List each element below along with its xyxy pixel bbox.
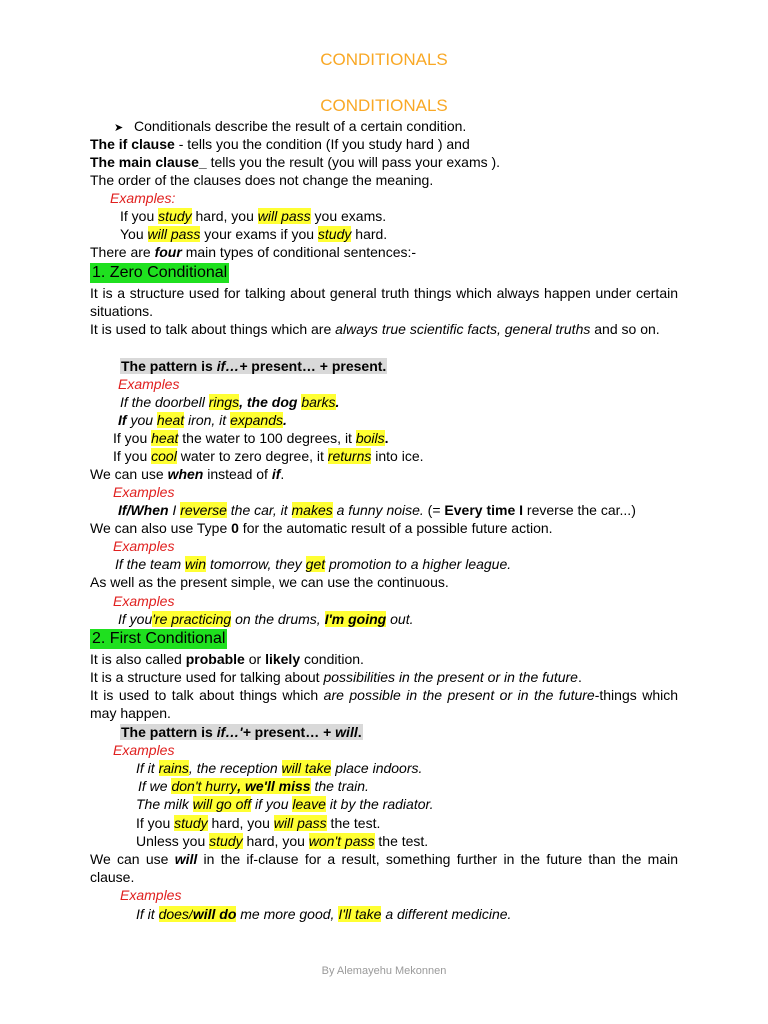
types-line: There are four main types of conditional sentences:-	[90, 244, 417, 260]
zero-pattern: The pattern is if…+ present… + present.	[121, 358, 387, 374]
first-example-3: The milk will go off if you leave it by the radiator.	[136, 796, 434, 812]
zero-examples-label-3: Examples	[113, 538, 175, 554]
arrowhead-bullet-icon: ➤	[114, 122, 124, 134]
order-line: The order of the clauses does not change the meaning.	[90, 172, 434, 188]
main-clause-line: The main clause_ tells you the result (you will pass your exams ).	[90, 154, 501, 170]
zero-example-4: If you cool water to zero degree, it returns into ice.	[113, 448, 424, 464]
first-example-4: If you study hard, you will pass the test.	[136, 815, 381, 831]
zero-definition-2: It is used to talk about things which are always true scientific facts, general truths and so on.	[90, 321, 660, 337]
first-definition-1: It is a structure used for talking about possibilities in the present or in the future.	[90, 669, 582, 685]
examples-label: Examples:	[110, 190, 176, 206]
first-examples-label: Examples	[113, 742, 175, 758]
first-examples-label-2: Examples	[120, 887, 182, 903]
type-zero-line: We can also use Type 0 for the automatic result of a possible future action.	[90, 520, 553, 536]
first-example-5: Unless you study hard, you won't pass the test.	[136, 833, 429, 849]
when-instead-of-if: We can use when instead of if.	[90, 466, 285, 482]
zero-conditional-heading: 1. Zero Conditional	[92, 264, 228, 281]
if-clause-line: The if clause - tells you the condition (If you study hard ) and	[90, 136, 470, 152]
zero-examples-label-2: Examples	[113, 484, 175, 500]
will-in-if-clause-line: We can use will in the if-clause for a result, something further in the future than the main clause.	[90, 851, 679, 885]
intro-bullet: ➤ Conditionals describe the result of a certain condition.	[114, 117, 702, 135]
first-example-6: If it does/will do me more good, I'll take a different medicine.	[136, 906, 512, 922]
first-example-2: If we don't hurry, we'll miss the train.	[138, 778, 369, 794]
zero-example-7: If you're practicing on the drums, I'm going out.	[118, 611, 414, 627]
footer-author: By Alemayehu Mekonnen	[321, 965, 447, 977]
document-heading: CONDITIONALS	[320, 96, 448, 115]
zero-example-6: If the team win tomorrow, they get promotion to a higher league.	[115, 556, 512, 572]
zero-example-3: If you heat the water to 100 degrees, it boils.	[113, 430, 389, 446]
intro-example-2: You will pass your exams if you study hard.	[120, 226, 388, 242]
continuous-line: As well as the present simple, we can use the continuous.	[90, 574, 449, 590]
zero-examples-label: Examples	[118, 376, 180, 392]
first-example-1: If it rains, the reception will take place indoors.	[136, 760, 423, 776]
zero-example-2: If you heat iron, it expands.	[118, 412, 287, 428]
zero-example-1: If the doorbell rings, the dog barks.	[120, 394, 340, 410]
first-definition-2: It is used to talk about things which are possible in the present or in the future-things which may happen.	[90, 687, 679, 721]
zero-examples-label-4: Examples	[113, 593, 175, 609]
first-conditional-heading: 2. First Conditional	[92, 630, 226, 647]
first-called-line: It is also called probable or likely condition.	[90, 651, 364, 667]
zero-example-5: If/When I reverse the car, it makes a funny noise. (= Every time I reverse the car...)	[118, 502, 636, 518]
zero-definition-1: It is a structure used for talking about general truth things which always happen under certain situations.	[90, 285, 678, 319]
intro-example-1: If you study hard, you will pass you exams.	[120, 208, 387, 224]
document-title: CONDITIONALS	[320, 50, 448, 69]
first-pattern: The pattern is if…'+ present… + will.	[121, 724, 362, 740]
